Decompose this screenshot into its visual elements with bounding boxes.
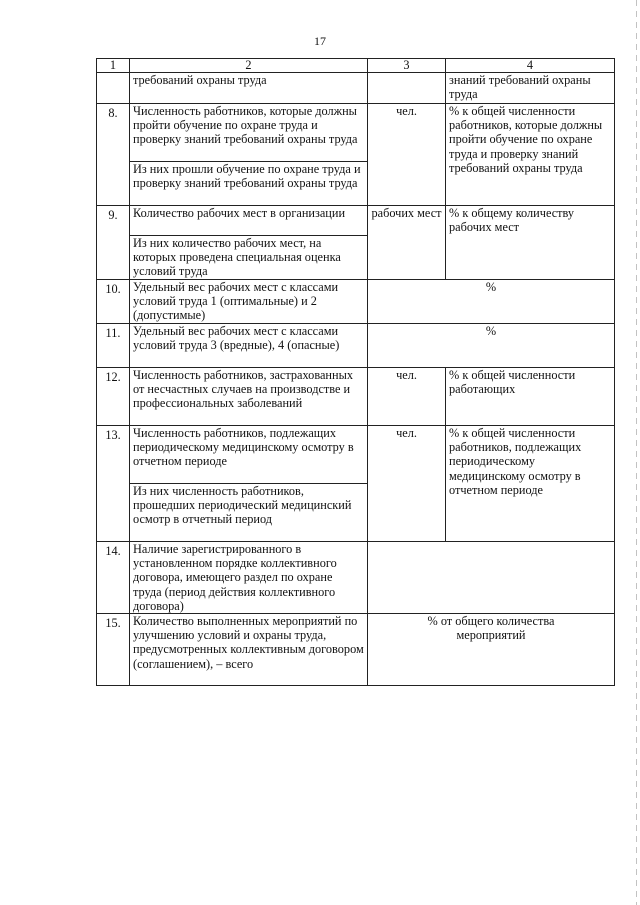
base-value: % к общей численности работающих [446,368,615,426]
unit: % [368,324,615,368]
indicator-subitem: Из них численность работников, прошедших периодический медицинский осмотр в отчетный период [130,484,368,542]
page-number: 17 [314,34,326,48]
indicator-subitem: Из них прошли обучение по охране труда и проверку знаний требований охраны труда [130,162,368,206]
row-number: 15. [97,614,130,686]
indicators-table [96,58,615,686]
indicator-name: Удельный вес рабочих мест с классами условий труда 3 (вредные), 4 (опасные) [130,324,368,368]
indicator-name: Удельный вес рабочих мест с классами условий труда 1 (оптимальные) и 2 (допустимые) [130,280,368,324]
indicator-name: Численность работников, подлежащих периодическому медицинскому осмотру в отчетном периоде [130,426,368,484]
unit: чел. [368,368,446,426]
header-col-3: 3 [368,59,446,73]
indicator-name: Количество выполненных мероприятий по улучшению условий и охраны труда, предусмотренных коллективным договором (соглашением), – всего [130,614,368,686]
row-number: 9. [97,206,130,280]
unit: чел. [368,104,446,206]
table-row-8 [97,104,615,162]
table-header-row [97,59,615,73]
table-row-14 [97,542,615,614]
row-number: 14. [97,542,130,614]
row-number: 11. [97,324,130,368]
unit: % [368,280,615,324]
unit: чел. [368,426,446,542]
indicator-name: Численность работников, которые должны пройти обучение по охране труда и проверку знаний требований охраны труда [130,104,368,162]
table-row-12 [97,368,615,426]
base-value: знаний требований охраны труда [446,73,615,104]
unit: рабочих мест [368,206,446,280]
header-col-1: 1 [97,59,130,73]
indicator-name: Наличие зарегистрированного в установленном порядке коллективного договора, имеющего раздел по охране труда (период действия коллективного договора) [130,542,368,614]
table-row-11 [97,324,615,368]
table-row-10 [97,280,615,324]
scan-edge-mark [636,0,637,905]
indicator-name: требований охраны труда [130,73,368,104]
base-value: % к общему количеству рабочих мест [446,206,615,280]
table-row-continuation [97,73,615,104]
table-row-9 [97,206,615,236]
table-row-13 [97,426,615,484]
indicator-name: Количество рабочих мест в организации [130,206,368,236]
indicator-subitem: Из них количество рабочих мест, на которых проведена специальная оценка условий труда [130,236,368,280]
base-value: % к общей численности работников, которые должны пройти обучение по охране труда и проверку знаний требований охраны труда [446,104,615,206]
unit: % от общего количества мероприятий [368,614,615,686]
row-number: 12. [97,368,130,426]
row-number: 13. [97,426,130,542]
header-col-4: 4 [446,59,615,73]
row-number: 10. [97,280,130,324]
base-value: % к общей численности работников, подлежащих периодическому медицинскому осмотру в отчетном периоде [446,426,615,542]
unit [368,542,615,614]
unit [368,73,446,104]
row-number [97,73,130,104]
header-col-2: 2 [130,59,368,73]
table-row-15 [97,614,615,686]
indicator-name: Численность работников, застрахованных от несчастных случаев на производстве и профессиональных заболеваний [130,368,368,426]
row-number: 8. [97,104,130,206]
